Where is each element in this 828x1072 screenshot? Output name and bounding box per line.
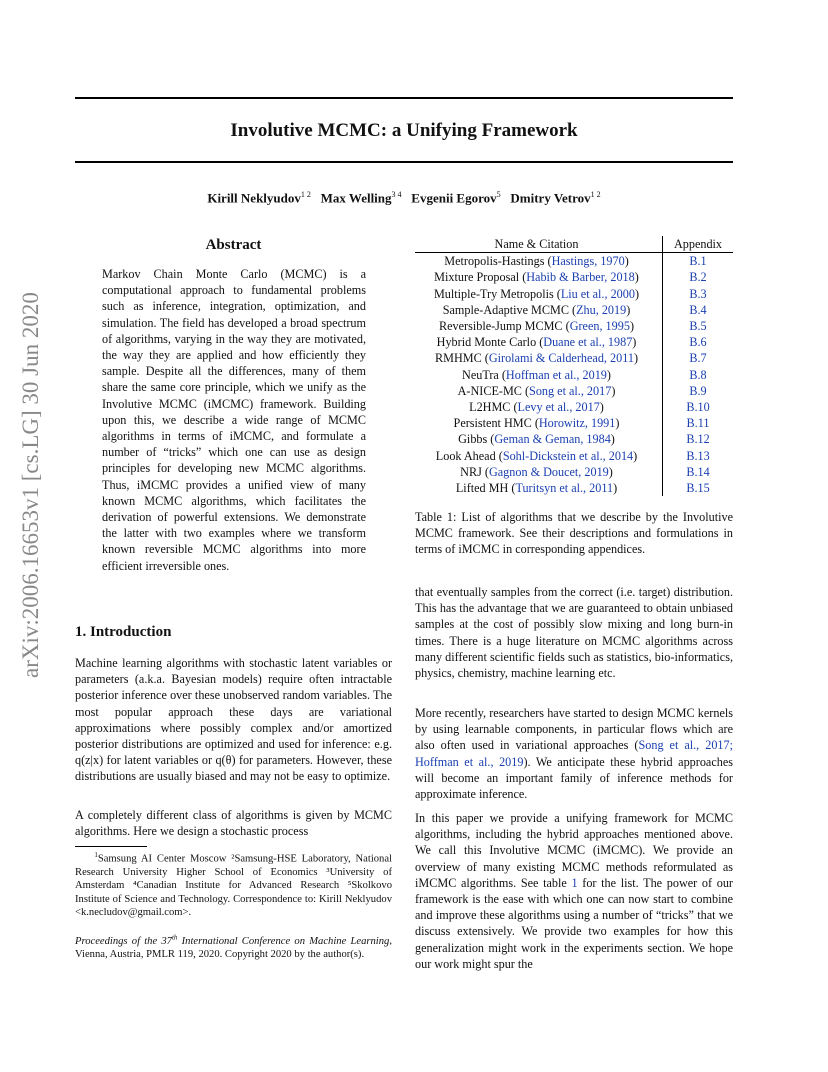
arxiv-identifier: arXiv:2006.16653v1 [cs.LG] 30 Jun 2020 bbox=[18, 292, 43, 678]
algorithm-name-cell: Sample-Adaptive MCMC (Zhu, 2019) bbox=[442, 302, 631, 317]
right-text-2-pre: More recently, researchers have started to design MCMC kernels by using learnable components, in particular flows which are also often used in variational approaches ( bbox=[415, 706, 733, 753]
table-row bbox=[415, 318, 733, 334]
table-row bbox=[415, 480, 733, 496]
footnote-marker: 1 bbox=[94, 851, 98, 859]
algorithm-name: Metropolis-Hastings bbox=[444, 254, 545, 269]
table-ref-link[interactable]: 1 bbox=[571, 875, 578, 890]
title-rule-top bbox=[75, 97, 733, 99]
intro-paragraph-1 bbox=[75, 655, 392, 785]
author-name: Kirill Neklyudov bbox=[207, 190, 301, 206]
author-affiliation: 5 bbox=[496, 190, 501, 199]
intro-paragraph-2 bbox=[75, 807, 392, 839]
intro-heading: 1. Introduction bbox=[75, 624, 172, 640]
algorithm-citation-link[interactable]: Geman & Geman, 1984 bbox=[494, 432, 611, 447]
right-text-1: that eventually samples from the correct (i.e. target) distribution. This has the advantage that we are guaranteed to obtain unbiased samples at the cost of possibly slow mixing and long burn-in times. There is a huge literature on MCMC algorithms across many different scientific fields such as statistics, bio-informatics, physics, chemistry, machine learning etc. bbox=[415, 585, 733, 681]
proceedings-sup: th bbox=[171, 933, 178, 941]
algorithms-table-wrap bbox=[415, 236, 733, 496]
footnote-affiliations-text: Samsung AI Center Moscow ²Samsung-HSE Laboratory, National Research University Higher School of Economics ³University of Amsterdam ⁴Canadian Institute for Advanced Research ⁵Skolkovo Institute of Science and Technology. Correspondence to: Kirill Neklyudov <k.necludov@gmail.com>. bbox=[75, 853, 393, 919]
citation-link[interactable]: Song et al., 2017; Hoffman et al., 2019 bbox=[415, 738, 733, 769]
algorithm-citation-link[interactable]: Hoffman et al., 2019 bbox=[505, 367, 607, 382]
table-row bbox=[415, 399, 733, 415]
table-row bbox=[415, 464, 733, 480]
appendix-link[interactable]: B.3 bbox=[663, 286, 734, 302]
appendix-link[interactable]: B.5 bbox=[663, 318, 734, 334]
table-row bbox=[415, 350, 733, 366]
author-affiliation: 3 4 bbox=[391, 190, 402, 199]
footnote-affiliations bbox=[75, 849, 392, 920]
algorithm-citation-link[interactable]: Hastings, 1970 bbox=[551, 254, 625, 269]
appendix-link[interactable]: B.10 bbox=[663, 399, 734, 415]
table-row bbox=[415, 253, 733, 270]
algorithms-table bbox=[415, 236, 733, 496]
intro-text-1: Machine learning algorithms with stochastic latent variables or parameters (a.k.a. Bayesian models) require often intractable posterior inference over these unobserved random variables. The most popular approach these days are variational approximations where possibly complex and/or amortized posterior distributions are optimized and used for inference: e.g. q(z|x) for latent variables or q(θ) for parameters. However, these distributions are usually biased and may not be easy to optimize. bbox=[75, 656, 392, 784]
footnote-rule bbox=[75, 846, 147, 847]
right-paragraph-2 bbox=[415, 705, 733, 802]
algorithm-citation-link[interactable]: Levy et al., 2017 bbox=[517, 400, 600, 415]
appendix-link[interactable]: B.12 bbox=[663, 431, 734, 447]
algorithm-name-cell: RMHMC (Girolami & Calderhead, 2011) bbox=[435, 351, 638, 366]
algorithm-name-cell: Look Ahead (Sohl-Dickstein et al., 2014) bbox=[435, 448, 638, 463]
proceedings-pre: Proceedings of the 37 bbox=[75, 935, 172, 947]
table-row bbox=[415, 334, 733, 350]
appendix-link[interactable]: B.8 bbox=[663, 367, 734, 383]
algorithm-citation-link[interactable]: Girolami & Calderhead, 2011 bbox=[488, 351, 634, 366]
table-row bbox=[415, 383, 733, 399]
intro-text-2: A completely different class of algorithms is given by MCMC algorithms. Here we design a stochastic process bbox=[75, 808, 392, 839]
algorithm-citation-link[interactable]: Liu et al., 2000 bbox=[560, 286, 635, 301]
appendix-link[interactable]: B.13 bbox=[663, 448, 734, 464]
right-text-3-pre: In this paper we provide a unifying framework for MCMC algorithms, including the hybrid approaches mentioned above. We call this Involutive MCMC (iMCMC). We provide an overview of many existing MCMC methods reformulated as iMCMC algorithms. See table bbox=[415, 811, 733, 890]
algorithm-name-cell: L2HMC (Levy et al., 2017) bbox=[469, 400, 604, 415]
appendix-link[interactable]: B.7 bbox=[663, 350, 734, 366]
author-affiliation: 1 2 bbox=[590, 190, 601, 199]
appendix-link[interactable]: B.9 bbox=[663, 383, 734, 399]
right-paragraph-3 bbox=[415, 810, 733, 972]
proceedings-tail: , Vienna, Austria, PMLR 119, 2020. Copyright 2020 by the author(s). bbox=[75, 935, 392, 960]
algorithm-citation-link[interactable]: Horowitz, 1991 bbox=[538, 416, 616, 431]
right-paragraph-1 bbox=[415, 584, 733, 681]
algorithm-name: A-NICE-MC bbox=[457, 383, 522, 398]
appendix-link[interactable]: B.6 bbox=[663, 334, 734, 350]
algorithm-name: NeuTra bbox=[462, 367, 499, 382]
appendix-link[interactable]: B.1 bbox=[663, 253, 734, 270]
algorithm-citation-link[interactable]: Habib & Barber, 2018 bbox=[526, 270, 635, 285]
author-list bbox=[75, 190, 733, 206]
algorithm-name: Multiple-Try Metropolis bbox=[433, 286, 554, 301]
intro-heading-wrap bbox=[75, 624, 392, 641]
algorithm-name-cell: NRJ (Gagnon & Doucet, 2019) bbox=[460, 464, 613, 479]
algorithm-name: L2HMC bbox=[469, 400, 511, 415]
algorithm-name-cell: Gibbs (Geman & Geman, 1984) bbox=[458, 432, 615, 447]
table-row bbox=[415, 415, 733, 431]
appendix-link[interactable]: B.4 bbox=[663, 302, 734, 318]
algorithm-citation-link[interactable]: Turitsyn et al., 2011 bbox=[515, 481, 614, 496]
abstract-heading-wrap bbox=[75, 237, 392, 254]
algorithm-name-cell: Reversible-Jump MCMC (Green, 1995) bbox=[439, 319, 634, 334]
proceedings-post: International Conference on Machine Learning bbox=[177, 935, 390, 947]
author-affiliation: 1 2 bbox=[300, 190, 311, 199]
abstract-text: Markov Chain Monte Carlo (MCMC) is a computational approach to fundamental problems such as inference, integration, optimization, and simulation. The field has developed a broad spectrum of algorithms, varying in the way they are motivated, the way they are applied and how efficiently they sample. Despite all the differences, many of them share the same core principle, which we unify as the Involutive MCMC (iMCMC) framework. Building upon this, we describe a wide range of MCMC algorithms in terms of iMCMC, and formulate a number of “tricks” which one can use as design principles for developing new MCMC algorithms. Thus, iMCMC provides a unified view of many known MCMC algorithms, which facilitates the derivation of powerful extensions. We demonstrate the latter with two examples where we transform known reversible MCMC algorithms into more efficient irreversible ones. bbox=[102, 267, 366, 573]
algorithm-name: RMHMC bbox=[435, 351, 482, 366]
table-row bbox=[415, 431, 733, 447]
algorithm-name: Look Ahead bbox=[435, 448, 496, 463]
author-name: Dmitry Vetrov bbox=[510, 190, 591, 206]
algorithm-name: Persistent HMC bbox=[453, 416, 532, 431]
algorithm-name-cell: Multiple-Try Metropolis (Liu et al., 2000) bbox=[433, 286, 640, 301]
table-row bbox=[415, 367, 733, 383]
algorithm-name-cell: A-NICE-MC (Song et al., 2017) bbox=[457, 383, 616, 398]
algorithm-name-cell: Persistent HMC (Horowitz, 1991) bbox=[453, 416, 620, 431]
paper-title: Involutive MCMC: a Unifying Framework bbox=[230, 120, 578, 141]
appendix-link[interactable]: B.2 bbox=[663, 269, 734, 285]
algorithm-name-cell: Metropolis-Hastings (Hastings, 1970) bbox=[444, 254, 629, 269]
algorithm-citation-link[interactable]: Sohl-Dickstein et al., 2014 bbox=[502, 448, 634, 463]
algorithm-citation-link[interactable]: Gagnon & Doucet, 2019 bbox=[488, 464, 609, 479]
appendix-link[interactable]: B.11 bbox=[663, 415, 734, 431]
table-header-name: Name & Citation bbox=[415, 236, 663, 253]
right-text-3-post: for the list. The power of our framework is the ease with which one can now start to combine and improve these algorithms using a number of “tricks” that we discuss extensively. We provide two examples for how this generalization might work in the experiments section. We hope our work might spur the bbox=[415, 875, 733, 971]
appendix-link[interactable]: B.15 bbox=[663, 480, 734, 496]
algorithm-citation-link[interactable]: Zhu, 2019 bbox=[576, 302, 627, 317]
algorithm-name: Reversible-Jump MCMC bbox=[439, 319, 563, 334]
appendix-link[interactable]: B.14 bbox=[663, 464, 734, 480]
table-caption: Table 1: List of algorithms that we describe by the Involutive MCMC framework. See their descriptions and formulations in terms of iMCMC in corresponding appendices. bbox=[415, 510, 733, 557]
author-name: Evgenii Egorov bbox=[411, 190, 497, 206]
table-header-row bbox=[415, 236, 733, 253]
algorithm-name-cell: Lifted MH (Turitsyn et al., 2011) bbox=[455, 481, 618, 496]
algorithm-citation-link[interactable]: Duane et al., 1987 bbox=[543, 335, 633, 350]
right-text-2-post: ). We anticipate these hybrid approaches will become an important family of inference methods for approximate inference. bbox=[415, 754, 733, 802]
algorithm-citation-link[interactable]: Song et al., 2017 bbox=[529, 383, 612, 398]
algorithm-name: Mixture Proposal bbox=[434, 270, 520, 285]
table-header-appendix: Appendix bbox=[663, 236, 734, 253]
algorithm-name-cell: Hybrid Monte Carlo (Duane et al., 1987) bbox=[436, 335, 637, 350]
algorithm-name: Sample-Adaptive MCMC bbox=[442, 302, 569, 317]
table-row bbox=[415, 302, 733, 318]
footnote-proceedings bbox=[75, 931, 392, 961]
table-row bbox=[415, 269, 733, 285]
title-rule-bottom bbox=[75, 161, 733, 163]
algorithm-name-cell: NeuTra (Hoffman et al., 2019) bbox=[462, 367, 611, 382]
algorithm-name: Hybrid Monte Carlo bbox=[436, 335, 537, 350]
algorithm-citation-link[interactable]: Green, 1995 bbox=[569, 319, 630, 334]
abstract-heading: Abstract bbox=[205, 237, 262, 253]
algorithm-name: NRJ bbox=[460, 464, 482, 479]
algorithm-name-cell: Mixture Proposal (Habib & Barber, 2018) bbox=[434, 270, 639, 285]
algorithm-name: Gibbs bbox=[458, 432, 488, 447]
algorithm-name: Lifted MH bbox=[455, 481, 509, 496]
author-name: Max Welling bbox=[320, 190, 392, 206]
table-row bbox=[415, 448, 733, 464]
table-row bbox=[415, 286, 733, 302]
